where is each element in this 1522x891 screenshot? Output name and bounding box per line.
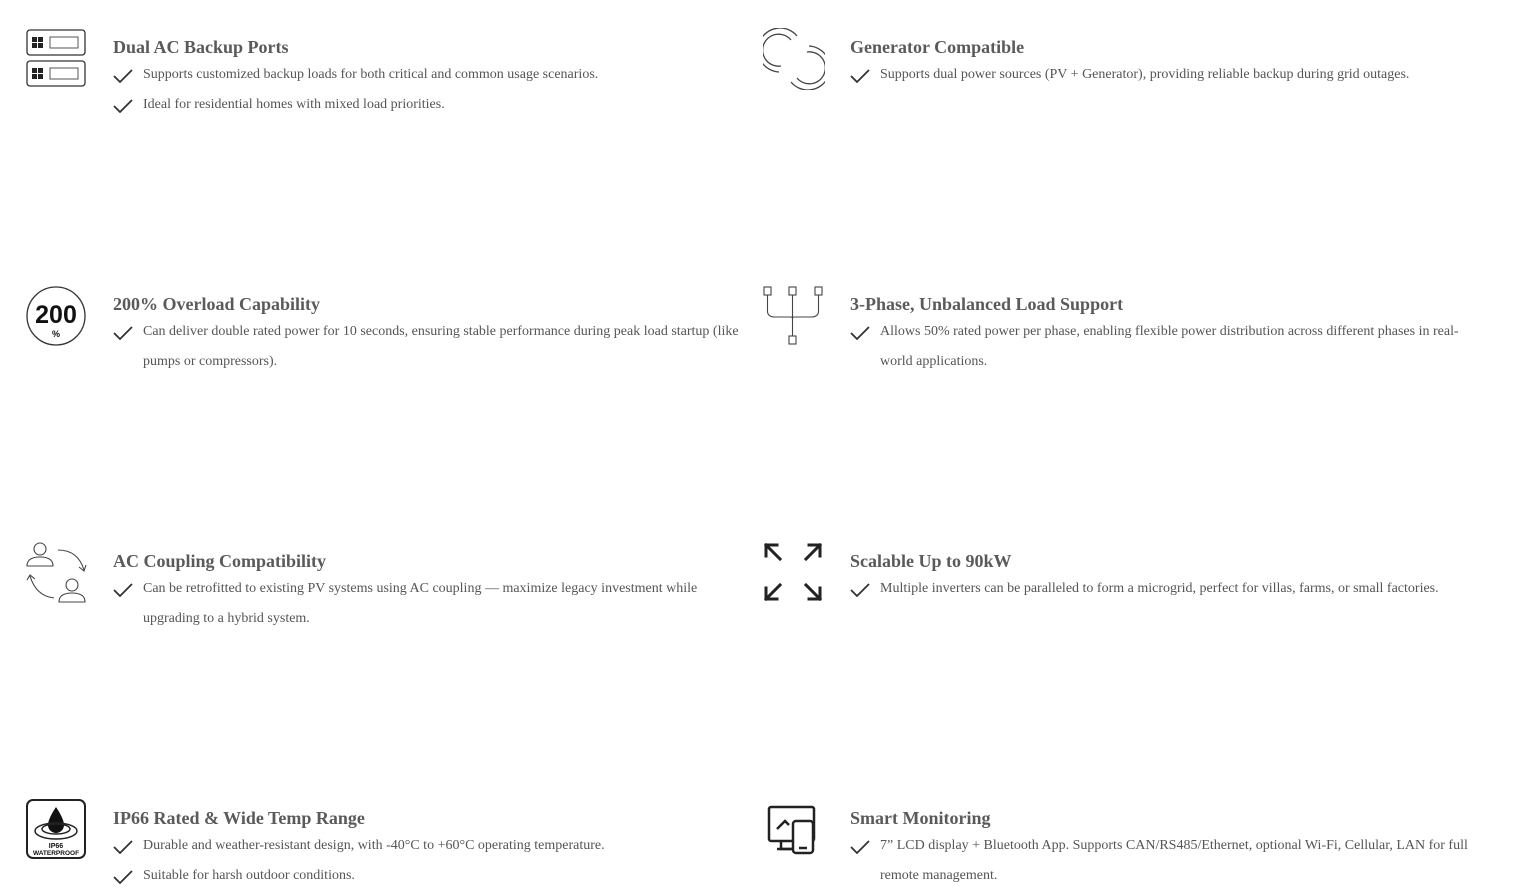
waterproof-icon-label: WATERPROOF <box>32 850 80 857</box>
generator-link-icon <box>763 28 825 90</box>
dual-ports-icon <box>26 28 88 90</box>
checkmark-icon <box>113 326 133 340</box>
feature-bullet-text: 7” LCD display + Bluetooth App. Supports CAN/RS485/Ethernet, optional Wi-Fi, Cellular, LAN for full remote management. <box>880 838 1468 883</box>
feature-title: IP66 Rated & Wide Temp Range <box>113 808 365 828</box>
checkmark-icon <box>850 326 870 340</box>
scalable-expand-icon <box>763 542 825 604</box>
checkmark-icon <box>113 840 133 854</box>
feature-bullet <box>850 317 1483 377</box>
checkmark-icon <box>113 99 133 113</box>
feature-bullet-text: Supports customized backup loads for both critical and common usage scenarios. <box>143 67 599 82</box>
feature-bullet <box>113 861 746 891</box>
feature-title: Generator Compatible <box>850 37 1025 57</box>
feature-bullet-text: Suitable for harsh outdoor conditions. <box>143 868 355 883</box>
feature-bullet <box>113 831 746 861</box>
feature-title: 3-Phase, Unbalanced Load Support <box>850 294 1124 314</box>
feature-bullet-text: Allows 50% rated power per phase, enabling flexible power distribution across different phases in real-world applications. <box>880 324 1459 369</box>
three-phase-icon <box>763 285 825 347</box>
overload-200-icon <box>26 285 88 347</box>
checkmark-icon <box>850 69 870 83</box>
feature-bullet <box>113 317 746 377</box>
feature-title: Dual AC Backup Ports <box>113 37 289 57</box>
feature-title: 200% Overload Capability <box>113 294 321 314</box>
feature-bullet-text: Can be retrofitted to existing PV systems using AC coupling — maximize legacy investment while upgrading to a hybrid system. <box>143 581 698 626</box>
feature-bullet <box>850 60 1483 90</box>
checkmark-icon <box>113 583 133 597</box>
overload-icon-percent: % <box>51 329 61 339</box>
checkmark-icon <box>113 69 133 83</box>
feature-bullet-text: Supports dual power sources (PV + Generator), providing reliable backup during grid outages. <box>880 67 1410 82</box>
feature-bullet-text: Durable and weather-resistant design, with -40°C to +60°C operating temperature. <box>143 838 605 853</box>
ip66-icon-label: IP66 <box>48 843 64 850</box>
feature-bullet-text: Can deliver double rated power for 10 seconds, ensuring stable performance during peak load startup (like pumps or compressors). <box>143 324 739 369</box>
overload-icon-number: 200 <box>35 301 77 329</box>
ip66-waterproof-icon <box>26 799 88 861</box>
feature-bullet <box>850 574 1483 604</box>
checkmark-icon <box>850 583 870 597</box>
smart-monitor-icon <box>763 799 825 861</box>
checkmark-icon <box>850 840 870 854</box>
feature-bullet <box>850 831 1483 891</box>
feature-title: Smart Monitoring <box>850 808 991 828</box>
feature-title: AC Coupling Compatibility <box>113 551 327 571</box>
ac-coupling-icon <box>26 542 88 604</box>
feature-bullet-text: Ideal for residential homes with mixed load priorities. <box>143 97 445 112</box>
feature-bullet <box>113 574 746 634</box>
feature-title: Scalable Up to 90kW <box>850 551 1012 571</box>
feature-bullet <box>113 60 746 90</box>
feature-bullet <box>113 90 746 120</box>
feature-bullet-text: Multiple inverters can be paralleled to form a microgrid, perfect for villas, farms, or small factories. <box>880 581 1439 596</box>
